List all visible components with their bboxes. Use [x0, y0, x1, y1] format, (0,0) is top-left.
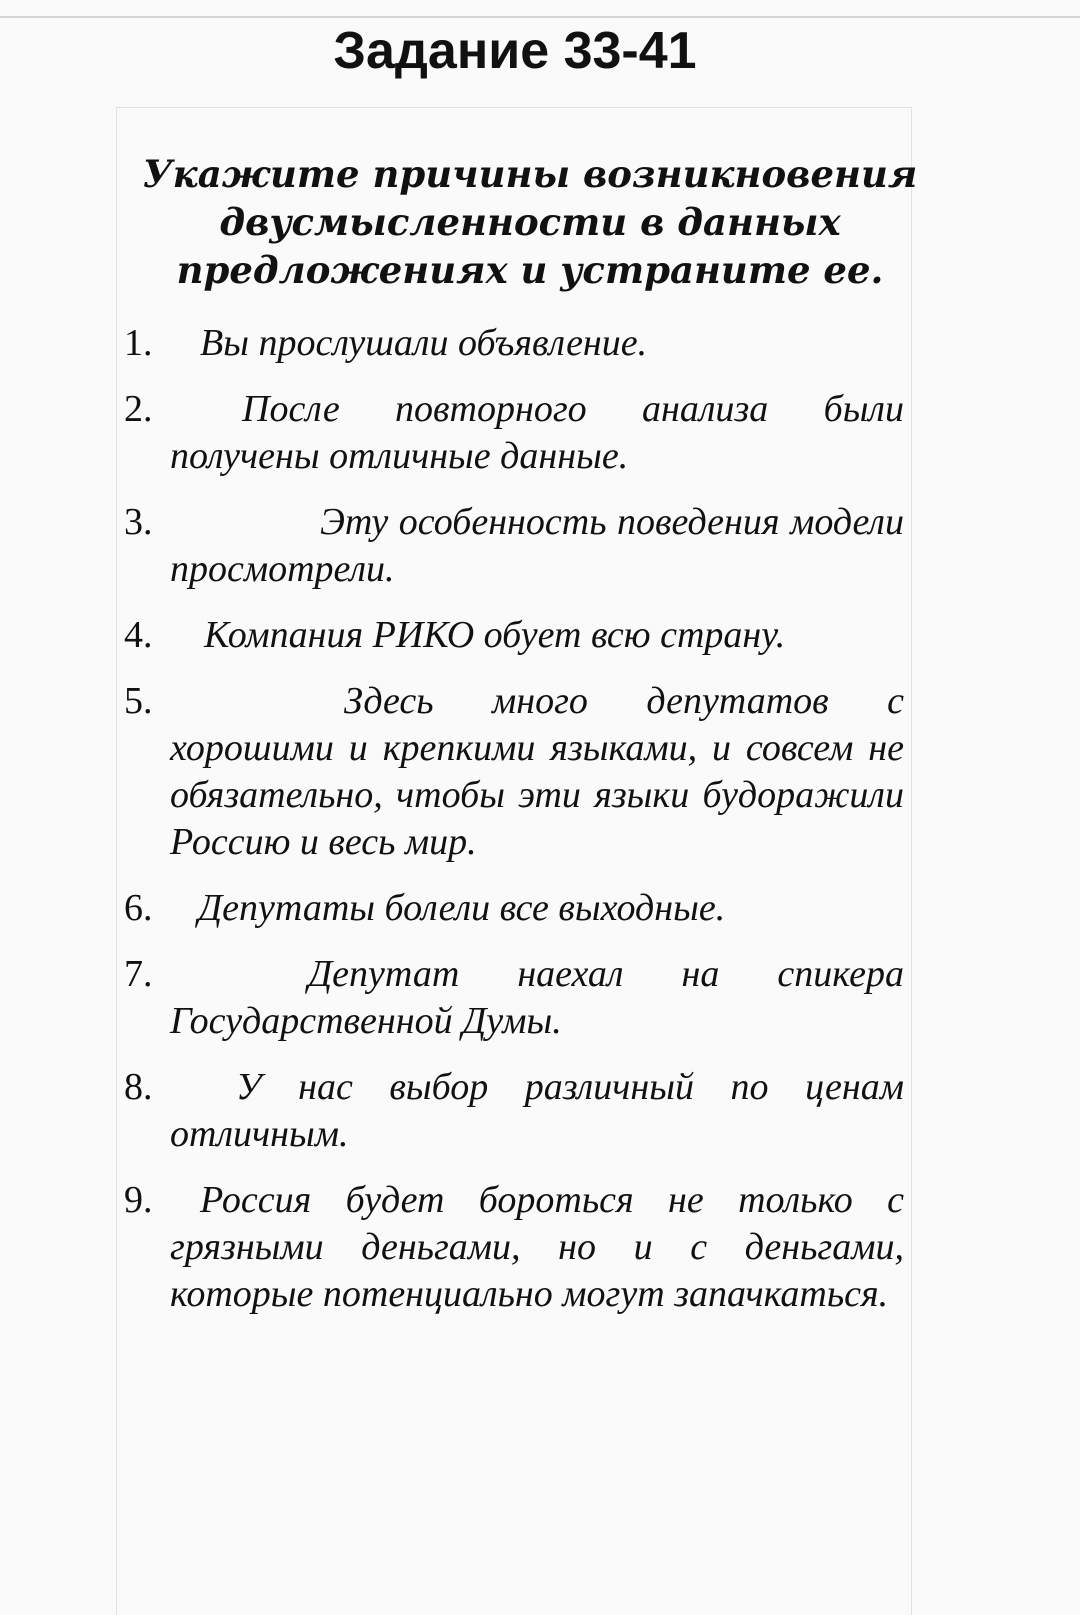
item-text: Вы прослушали объявление.: [200, 322, 648, 364]
item-number: 2.: [124, 388, 153, 430]
item-text: Депутат наехал на спикера Государственной Думы.: [170, 953, 904, 1042]
item-text: Здесь много депутатов с хорошими и крепкими языками, и совсем не обязательно, чтобы эти языки будоражили Россию и весь мир.: [170, 680, 904, 863]
list-item: [124, 885, 904, 932]
top-divider: [0, 16, 1080, 18]
list-item: [124, 386, 904, 480]
item-text: Эту особенность поведения модели просмотрели.: [170, 501, 904, 590]
sentence-list: [124, 320, 904, 1337]
list-item: [124, 499, 904, 593]
list-item: [124, 320, 904, 367]
list-item: [124, 1064, 904, 1158]
list-item: [124, 612, 904, 659]
list-item: [124, 678, 904, 866]
item-number: 6.: [124, 887, 153, 929]
item-text: У нас выбор различный по ценам отличным.: [170, 1066, 904, 1155]
item-number: 3.: [124, 501, 153, 543]
item-text: Россия будет бороться не только с грязными деньгами, но и с деньгами, которые потенциально могут запачкаться.: [170, 1179, 904, 1315]
item-number: 1.: [124, 322, 153, 364]
list-item: [124, 951, 904, 1045]
list-item: [124, 1177, 904, 1318]
item-text: Компания РИКО обует всю страну.: [204, 614, 786, 656]
item-text: После повторного анализа были получены отличные данные.: [170, 388, 904, 477]
item-number: 5.: [124, 680, 153, 722]
item-number: 9.: [124, 1179, 153, 1221]
page-title: Задание 33-41: [333, 22, 697, 80]
item-text: Депутаты болели все выходные.: [198, 887, 726, 929]
item-number: 4.: [124, 614, 153, 656]
item-number: 7.: [124, 953, 153, 995]
task-instruction: Укажите причины возникновения двусмысленности в данных предложениях и устраните ее.: [142, 152, 918, 292]
item-number: 8.: [124, 1066, 153, 1108]
